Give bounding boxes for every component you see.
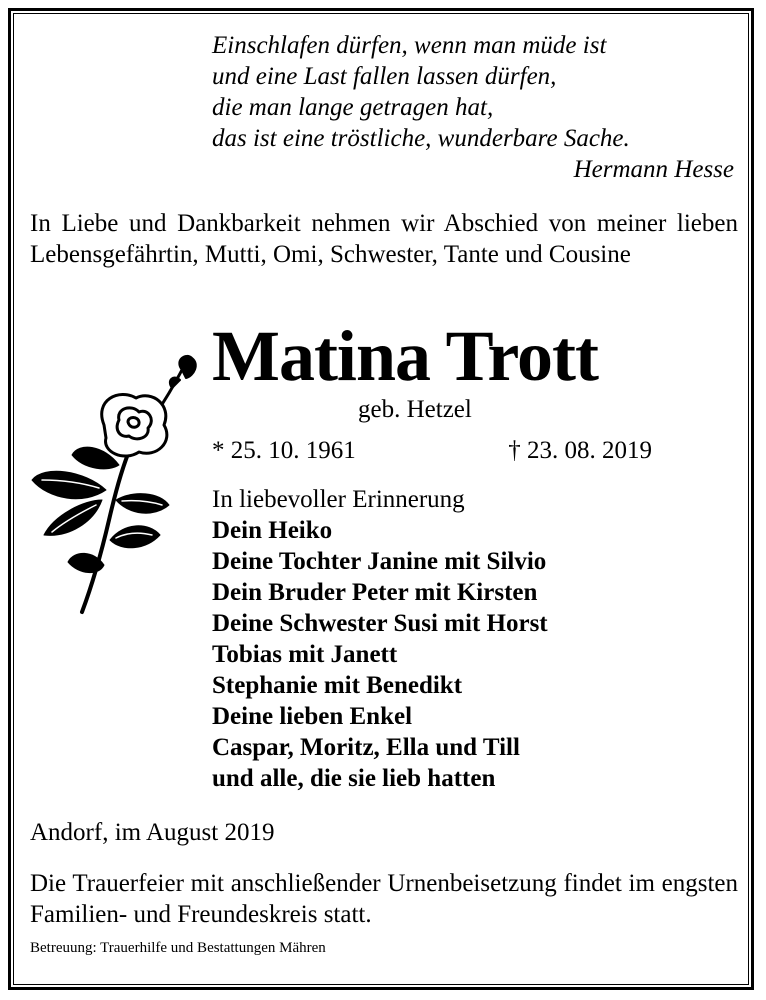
mourner-line: Deine Schwester Susi mit Horst: [212, 610, 548, 637]
mourner-line: Dein Bruder Peter mit Kirsten: [212, 579, 538, 606]
undertaker-credit: Betreuung: Trauerhilfe und Bestattungen Mähren: [30, 940, 326, 956]
quote-line: das ist eine tröstliche, wunderbare Sache.: [212, 125, 630, 152]
mourner-line: Caspar, Moritz, Ella und Till: [212, 734, 520, 761]
quote-line: und eine Last fallen lassen dürfen,: [212, 63, 557, 90]
maiden-name: geb. Hetzel: [358, 396, 472, 423]
intro-text: In Liebe und Dankbarkeit nehmen wir Abschied von meiner lieben Lebensgefährtin, Mutti, Omi, Schwester, Tante und Cousine: [30, 210, 738, 268]
deceased-name: Matina Trott: [212, 316, 598, 396]
mourners-list: [212, 484, 548, 794]
funeral-notice: Die Trauerfeier mit anschließender Urnenbeisetzung findet im engsten Familien- und Freundeskreis statt.: [30, 870, 738, 928]
quote-line: die man lange getragen hat,: [212, 94, 494, 121]
mourner-line: Dein Heiko: [212, 517, 333, 544]
mourner-line: Deine lieben Enkel: [212, 703, 413, 730]
mourner-line: Tobias mit Janett: [212, 641, 398, 668]
quote-line: Einschlafen dürfen, wenn man müde ist: [212, 32, 607, 59]
mourners-lead: In liebevoller Erinnerung: [212, 486, 465, 513]
quote-author: Hermann Hesse: [573, 156, 734, 183]
mourner-line: Stephanie mit Benedikt: [212, 672, 463, 699]
death-date: † 23. 08. 2019: [508, 437, 652, 464]
mourner-line: Deine Tochter Janine mit Silvio: [212, 548, 547, 575]
quote-block: [212, 30, 742, 185]
mourner-line: und alle, die sie lieb hatten: [212, 765, 496, 792]
rose-icon: [24, 350, 204, 620]
birth-date: * 25. 10. 1961: [212, 437, 356, 464]
place-date: Andorf, im August 2019: [30, 819, 275, 846]
